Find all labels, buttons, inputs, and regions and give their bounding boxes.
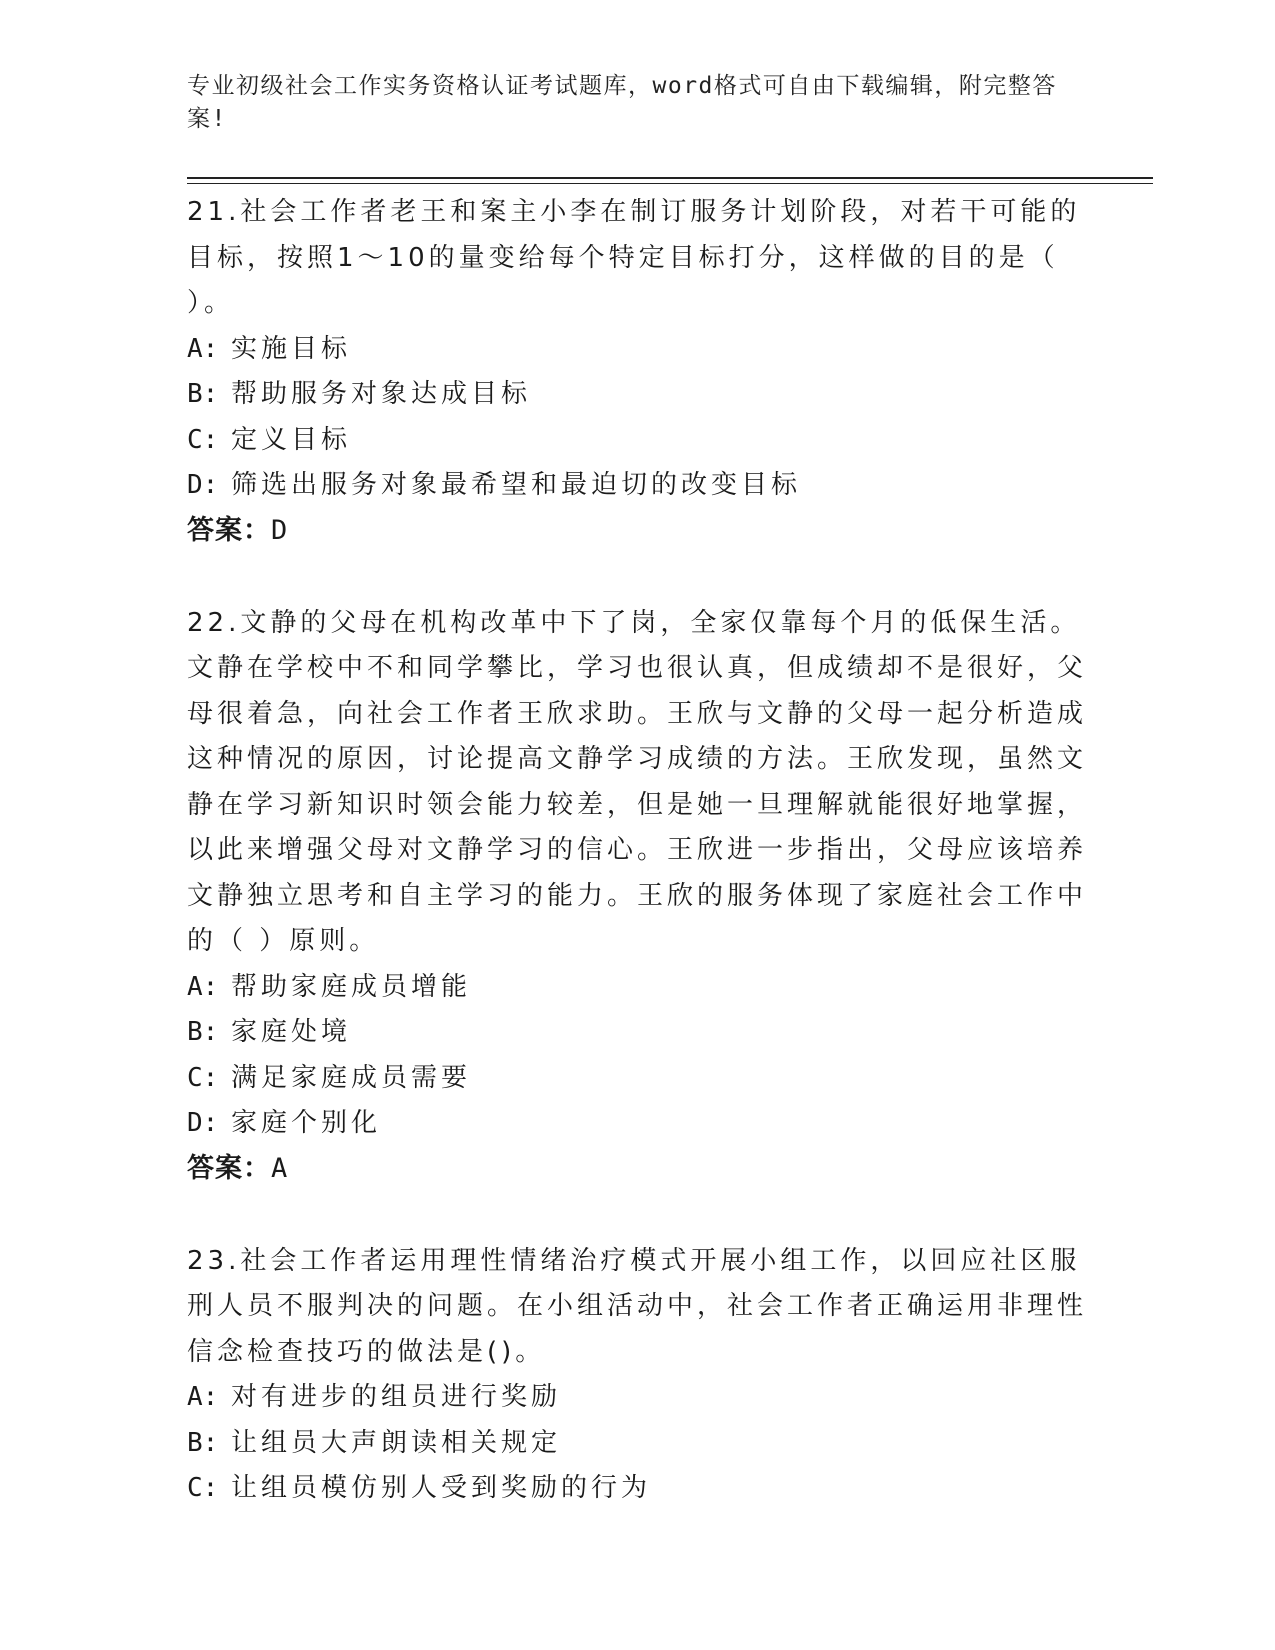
option-a (187, 1375, 1087, 1421)
question-22 (187, 601, 1087, 1191)
option-a (187, 327, 1087, 373)
header-divider-thick (187, 177, 1153, 179)
option-key: D: (187, 470, 219, 500)
option-key: C: (187, 1062, 219, 1093)
option-key: A: (187, 333, 219, 364)
document-header: 专业初级社会工作实务资格认证考试题库，word格式可自由下载编辑，附完整答案! (187, 73, 1057, 132)
option-c (187, 1056, 1087, 1102)
answer-label: 答案： (187, 1152, 271, 1184)
option-text: 对有进步的组员进行奖励 (231, 1382, 562, 1412)
option-text: 让组员大声朗读相关规定 (231, 1427, 562, 1458)
option-d (187, 1101, 1087, 1147)
option-key: C: (187, 1473, 219, 1503)
option-key: B: (187, 379, 219, 409)
option-b (187, 372, 1087, 418)
option-text: 满足家庭成员需要 (231, 1062, 472, 1093)
option-text: 定义目标 (231, 424, 352, 455)
option-text: 筛选出服务对象最希望和最迫切的改变目标 (231, 470, 802, 500)
option-key: B: (187, 1017, 219, 1047)
option-key: A: (187, 971, 219, 1002)
answer-label: 答案： (187, 514, 271, 546)
question-stem: 22.文静的父母在机构改革中下了岗，全家仅靠每个月的低保生活。文静在学校中不和同学攀比，学习也很认真，但成绩却不是很好，父母很着急，向社会工作者王欣求助。王欣与文静的父母一起分析造成这种情况的原因，讨论提高文静学习成绩的方法。王欣发现，虽然文静在学习新知识时领会能力较差，但是她一旦理解就能很好地掌握，以此来增强父母对文静学习的信心。王欣进一步指出，父母应该培养文静独立思考和自主学习的能力。王欣的服务体现了家庭社会工作中的（ ）原则。 (187, 607, 1088, 956)
option-text: 实施目标 (231, 333, 352, 364)
option-c (187, 1466, 1087, 1512)
option-d (187, 463, 1087, 509)
option-key: C: (187, 424, 219, 455)
question-stem: 21.社会工作者老王和案主小李在制订服务计划阶段，对若干可能的目标，按照1～10的量变给每个特定目标打分，这样做的目的是（ ）。 (187, 197, 1081, 318)
option-b (187, 1421, 1087, 1467)
option-text: 帮助服务对象达成目标 (231, 379, 532, 409)
answer-value: D (271, 514, 289, 546)
option-b (187, 1010, 1087, 1056)
option-text: 家庭个别化 (231, 1108, 382, 1138)
answer-value: A (271, 1152, 289, 1184)
answer-line (187, 509, 1087, 553)
option-key: B: (187, 1427, 219, 1458)
option-a (187, 965, 1087, 1011)
question-21 (187, 190, 1087, 553)
option-text: 让组员模仿别人受到奖励的行为 (231, 1473, 652, 1503)
option-key: A: (187, 1382, 219, 1412)
option-c (187, 418, 1087, 464)
option-key: D: (187, 1108, 219, 1138)
question-list (187, 190, 1087, 1512)
header-divider-thin (187, 183, 1153, 184)
question-stem: 23.社会工作者运用理性情绪治疗模式开展小组工作，以回应社区服刑人员不服判决的问题。在小组活动中，社会工作者正确运用非理性信念检查技巧的做法是()。 (187, 1245, 1088, 1367)
option-text: 家庭处境 (231, 1017, 352, 1047)
option-text: 帮助家庭成员增能 (231, 971, 472, 1002)
question-23 (187, 1239, 1087, 1512)
answer-line (187, 1147, 1087, 1191)
